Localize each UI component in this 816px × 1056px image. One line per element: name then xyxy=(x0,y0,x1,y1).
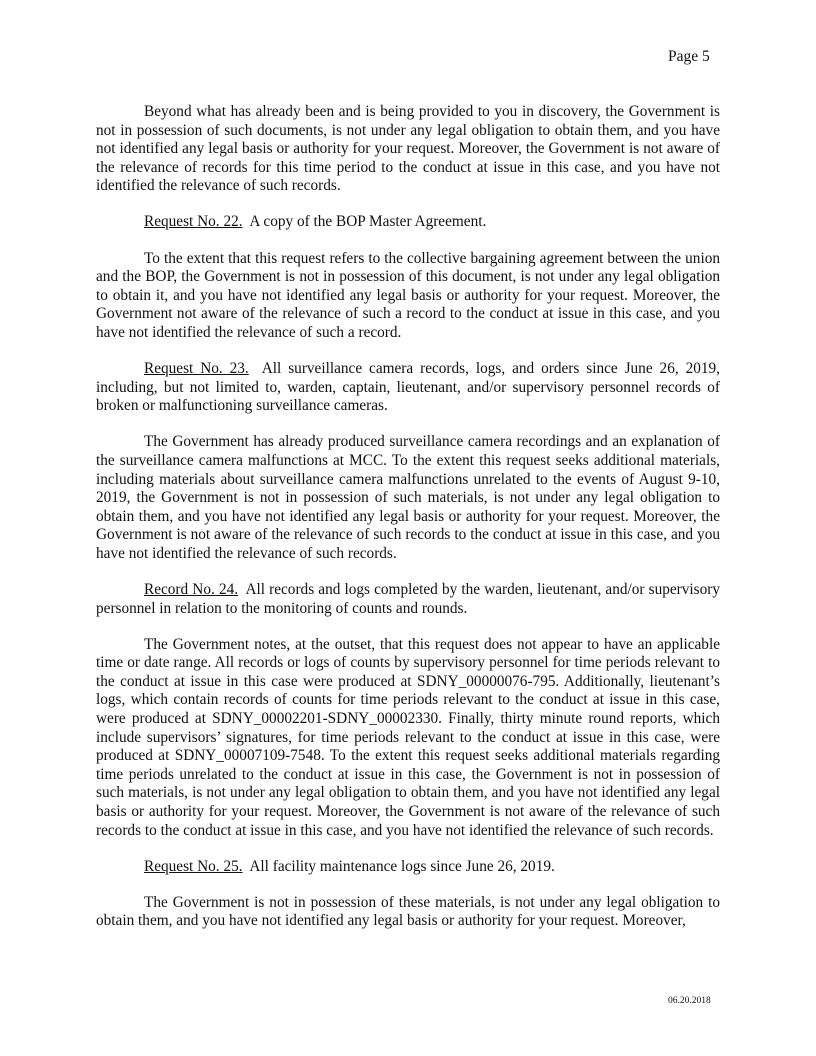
paragraph-text: The Government notes, at the outset, that this request does not appear to have an applicable time or date range. All records or logs of counts by supervisory personnel for time periods relevant to the conduct at issue in this case were produced at SDNY_00000076-795. Additionally, lieutenant’s logs, which contain records of counts for time periods relevant to the conduct at issue in this case, were produced at SDNY_00002201-SDNY_00002330. Finally, thirty minute round reports, which include supervisors’ signatures, for time periods relevant to the conduct at issue in this case, were produced at SDNY_00007109-7548. To the extent this request seeks additional materials regarding time periods unrelated to the conduct at issue in this case, the Government is not in possession of such materials, is not under any legal obligation to obtain them, and you have not identified any legal basis or authority for your request. Moreover, the Government is not aware of the relevance of such records to the conduct at issue in this case, and you have not identified the relevance of such records. xyxy=(96,635,720,839)
paragraph-text: To the extent that this request refers to the collective bargaining agreement between the union and the BOP, the Government is not in possession of this document, is not under any legal obligation to obtain it, and you have not identified any legal basis or authority for your request. Moreover, the Government not aware of the relevance of such a record to the conduct at issue in this case, and you have not identified the relevance of such a record. xyxy=(96,249,720,341)
document-body xyxy=(96,103,724,948)
request-text: A copy of the BOP Master Agreement. xyxy=(242,213,487,231)
paragraph-text: Beyond what has already been and is being provided to you in discovery, the Government is not in possession of such documents, is not under any legal obligation to obtain them, and you have not identified any legal basis or authority for your request. Moreover, the Government is not aware of the relevance of records for this time period to the conduct at issue in this case, and you have not identified the relevance of such records. xyxy=(96,103,720,195)
request-paragraph xyxy=(96,858,720,877)
page-number: Page 5 xyxy=(668,48,710,65)
request-paragraph xyxy=(96,360,724,416)
request-label: Request No. 22. xyxy=(144,213,243,231)
footer-date: 06.20.2018 xyxy=(668,996,711,1006)
request-label: Request No. 23. xyxy=(144,360,249,378)
response-paragraph xyxy=(96,894,720,931)
response-paragraph xyxy=(96,636,720,841)
request-label: Record No. 24. xyxy=(144,580,239,598)
paragraph-text: The Government has already produced surveillance camera recordings and an explanation of the surveillance camera malfunctions at MCC. To the extent this request seeks additional materials, including materials about surveillance camera malfunctions unrelated to the events of August 9-10, 2019, the Government is not in possession of such materials, is not under any legal obligation to obtain them, and you have not identified any legal basis or authority for your request. Moreover, the Government is not aware of the relevance of such records to the conduct at issue in this case, and you have not identified the relevance of such records. xyxy=(96,433,720,562)
request-paragraph xyxy=(96,213,720,232)
request-label: Request No. 25. xyxy=(144,857,243,875)
request-text: All facility maintenance logs since June 26, 2019. xyxy=(242,857,555,875)
paragraph-text: The Government is not in possession of these materials, is not under any legal obligation to obtain them, and you have not identified any legal basis or authority for your request. Moreover, xyxy=(96,893,720,930)
response-paragraph xyxy=(96,250,720,343)
request-paragraph xyxy=(96,580,724,618)
response-paragraph xyxy=(96,103,720,196)
request-text: All surveillance camera records, logs, and orders since June 26, 2019, including, but not limited to, warden, captain, lieutenant, and/or supervisory personnel records of broken or malfunctioning surveillance cameras. xyxy=(96,360,724,415)
response-paragraph xyxy=(96,433,720,563)
request-text: All records and logs completed by the warden, lieutenant, and/or supervisory personnel in relation to the monitoring of counts and rounds. xyxy=(96,580,724,617)
